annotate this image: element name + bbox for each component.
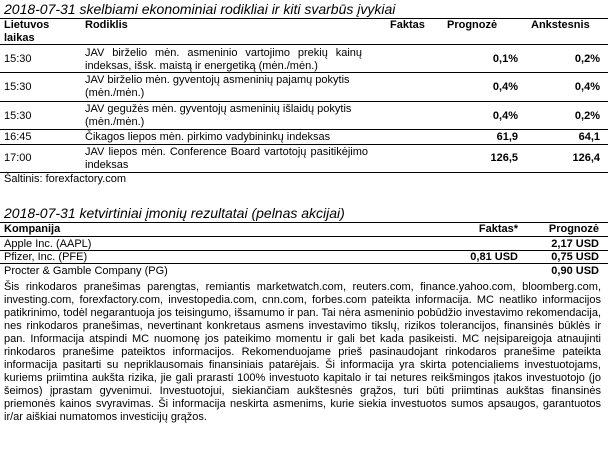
source-note: Šaltinis: forexfactory.com	[4, 173, 127, 185]
header-actual: Faktas	[390, 19, 425, 31]
divider	[0, 263, 608, 264]
row-time: 15:30	[4, 110, 32, 122]
row-forecast: 0,4%	[492, 110, 518, 122]
row-previous: 126,4	[572, 152, 600, 164]
row-indicator: JAV birželio mėn. gyventojų asmeninių pajamų pokytis (mėn./mėn.)	[85, 74, 350, 99]
company-name: Procter & Gamble Company (PG)	[4, 265, 168, 277]
row-time: 15:30	[4, 53, 32, 65]
header-indicator: Rodiklis	[85, 19, 128, 31]
divider	[0, 129, 608, 130]
section2-title: 2018-07-31 ketvirtiniai įmonių rezultatai (pelnas akcijai)	[4, 205, 345, 221]
header-company: Kompanija	[4, 223, 61, 235]
header-forecast: Prognozė	[447, 19, 498, 31]
company-forecast: 2,17 USD	[551, 238, 599, 250]
header-time: Lietuvos laikas	[4, 19, 50, 44]
divider	[0, 144, 608, 145]
row-indicator: JAV liepos mėn. Conference Board vartotojų pasitikėjimo indeksas	[85, 146, 368, 171]
header-actual: Faktas*	[478, 223, 518, 235]
section1-title: 2018-07-31 skelbiami ekonominiai rodikliai ir kiti svarbūs įvykiai	[4, 1, 396, 17]
header-forecast: Prognozė	[548, 223, 599, 235]
company-forecast: 0,75 USD	[551, 251, 599, 263]
divider	[0, 101, 608, 102]
company-actual: 0,81 USD	[470, 251, 518, 263]
row-previous: 64,1	[578, 131, 600, 143]
divider	[0, 236, 608, 237]
disclaimer-text: Šis rinkodaros pranešimas parengtas, remiantis marketwatch.com, reuters.com, finance.yahoo.com, bloomberg.com, investing.com, forexfactory.com, investopedia.com, cnn.com, forbes.com pateikta informacija. MC neatliko informacijos patikrinimo, todėl negarantuoja jos teisingumo, išsamumo ir pan. Tai nėra asmeninio pobūdžio investavimo rekomendacija, nes rinkodaros pranešimas, nevertinant konkretaus asmens investavimo tikslų, rizikos tolerancijos, finansinės būklės ir pan. Informacija atspindi MC nuomonę jos pateikimo momentu ir gali bet kada pasikeisti. MC neįsipareigoja atnaujinti rinkodaros pranešime pateiktos informacijos. Rekomenduojame prieš pasinaudojant rinkodaros pranešime pateikta informacija pasitarti su nepriklausomais finansiniais patarėjais. Ši informacija yra skirta potencialiems investuotojams, kuriems priimtina aukšta rizika, jie gali prarasti 100% investuoto kapitalo ir tai netures reikšmingos įtakos investuotojo (jo šeimos) įprastam gyvenimui. Investuotojui, siekiančiam aukštesnės grąžos, turi būti priimtinas aukštas finansinės priemonės kainos svyravimas. Ši informacija neskirta asmenims, kurie siekia investuotos sumos apsaugos, garantuotos ir/ar aiškiai numatomos investicijų grąžos.	[4, 281, 601, 423]
row-forecast: 126,5	[490, 152, 518, 164]
row-forecast: 0,4%	[492, 81, 518, 93]
divider	[0, 72, 608, 73]
divider	[0, 44, 608, 45]
row-forecast: 61,9	[496, 131, 518, 143]
row-indicator: JAV gegužės mėn. gyventojų asmeninių išlaidų pokytis (mėn./mėn.)	[85, 103, 352, 128]
row-previous: 0,2%	[574, 110, 600, 122]
row-indicator: JAV birželio mėn. asmeninio vartojimo prekių kainų indeksas, išsk. maistą ir energetiką (mėn./mėn.)	[85, 47, 362, 72]
company-name: Pfizer, Inc. (PFE)	[4, 251, 88, 263]
company-name: Apple Inc. (AAPL)	[4, 238, 92, 250]
row-time: 17:00	[4, 152, 32, 164]
row-time: 16:45	[4, 131, 32, 143]
row-forecast: 0,1%	[492, 53, 518, 65]
company-forecast: 0,90 USD	[551, 265, 599, 277]
row-time: 15:30	[4, 81, 32, 93]
row-indicator: Čikagos liepos mėn. pirkimo vadybininkų indeksas	[85, 131, 331, 143]
row-previous: 0,4%	[574, 81, 600, 93]
header-previous: Ankstesnis	[531, 19, 590, 31]
row-previous: 0,2%	[574, 53, 600, 65]
